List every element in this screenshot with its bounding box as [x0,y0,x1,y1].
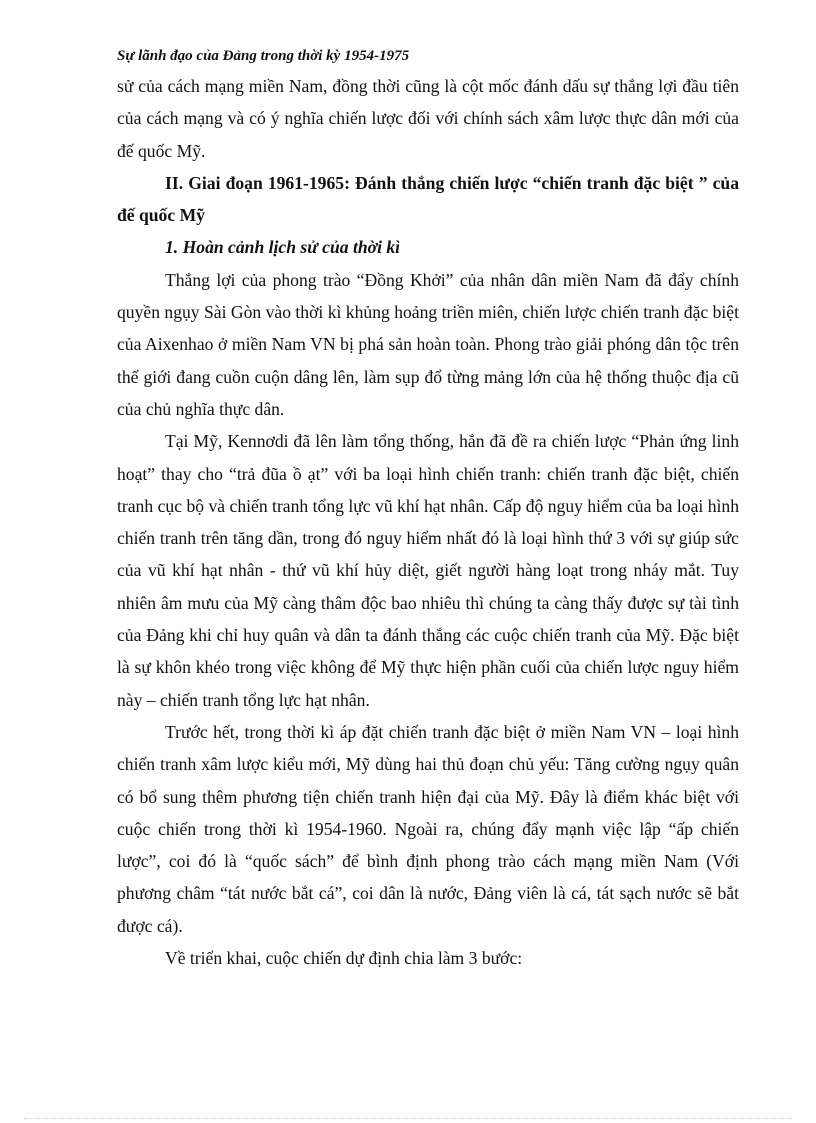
subsection-heading: 1. Hoàn cảnh lịch sử của thời kì [165,237,401,258]
section-heading: II. Giai đoạn 1961-1965: Đánh thắng chiến lược “chiến tranh đặc biệt ” của đế quốc Mỹ [117,172,739,226]
document-body [117,70,739,974]
paragraph: Tại Mỹ, Kennơdi đã lên làm tổng thống, hắn đã đề ra chiến lược “Phản ứng linh hoạt” thay cho “trả đũa ồ ạt” với ba loại hình chiến tranh: chiến tranh đặc biệt, chiến tranh cục bộ và chiến tranh tổng lực vũ khí hạt nhân. Cấp độ nguy hiểm của ba loại hình chiến tranh trên tăng dần, trong đó nguy hiểm nhất đó là loại hình thứ 3 với sự giúp sức của vũ khí hạt nhân - thứ vũ khí hủy diệt, giết người hàng loạt trong nháy mắt. Tuy nhiên âm mưu của Mỹ càng thâm độc bao nhiêu thì chúng ta càng thấy được sự tài tình của Đảng khi chỉ huy quân và dân ta đánh thắng các cuộc chiến tranh của Mỹ. Đặc biệt là sự khôn khéo trong việc không để Mỹ thực hiện phần cuối của chiến lược nguy hiểm này – chiến tranh tổng lực hạt nhân. [117,431,739,710]
page-bottom-rule [24,1118,792,1119]
paragraph: Thắng lợi của phong trào “Đồng Khởi” của nhân dân miền Nam đã đẩy chính quyền ngụy Sài Gòn vào thời kì khủng hoảng triền miên, chiến lược chiến tranh đặc biệt của Aixenhao ở miền Nam VN bị phá sản hoàn toàn. Phong trào giải phóng dân tộc trên thế giới đang cuồn cuộn dâng lên, làm sụp đổ từng mảng lớn của hệ thống thuộc địa cũ của chủ nghĩa thực dân. [117,269,739,419]
paragraph: Về triển khai, cuộc chiến dự định chia làm 3 bước: [165,948,523,969]
paragraph: Trước hết, trong thời kì áp đặt chiến tranh đặc biệt ở miền Nam VN – loại hình chiến tranh xâm lược kiểu mới, Mỹ dùng hai thủ đoạn chủ yếu: Tăng cường ngụy quân có bổ sung thêm phương tiện chiến tranh hiện đại của Mỹ. Đây là điểm khác biệt với cuộc chiến trong thời kì 1954-1960. Ngoài ra, chúng đẩy mạnh việc lập “ấp chiến lược”, coi đó là “quốc sách” để bình định phong trào cách mạng miền Nam (Với phương châm “tát nước bắt cá”, coi dân là nước, Đảng viên là cá, tát sạch nước sẽ bắt được cá). [117,721,739,936]
paragraph-continued: sử của cách mạng miền Nam, đồng thời cũng là cột mốc đánh dấu sự thắng lợi đầu tiên của cách mạng và có ý nghĩa chiến lược đối với chính sách xâm lược thực dân mới của đế quốc Mỹ. [117,76,739,161]
running-header: Sự lãnh đạo của Đảng trong thời kỳ 1954-1975 [117,48,410,64]
